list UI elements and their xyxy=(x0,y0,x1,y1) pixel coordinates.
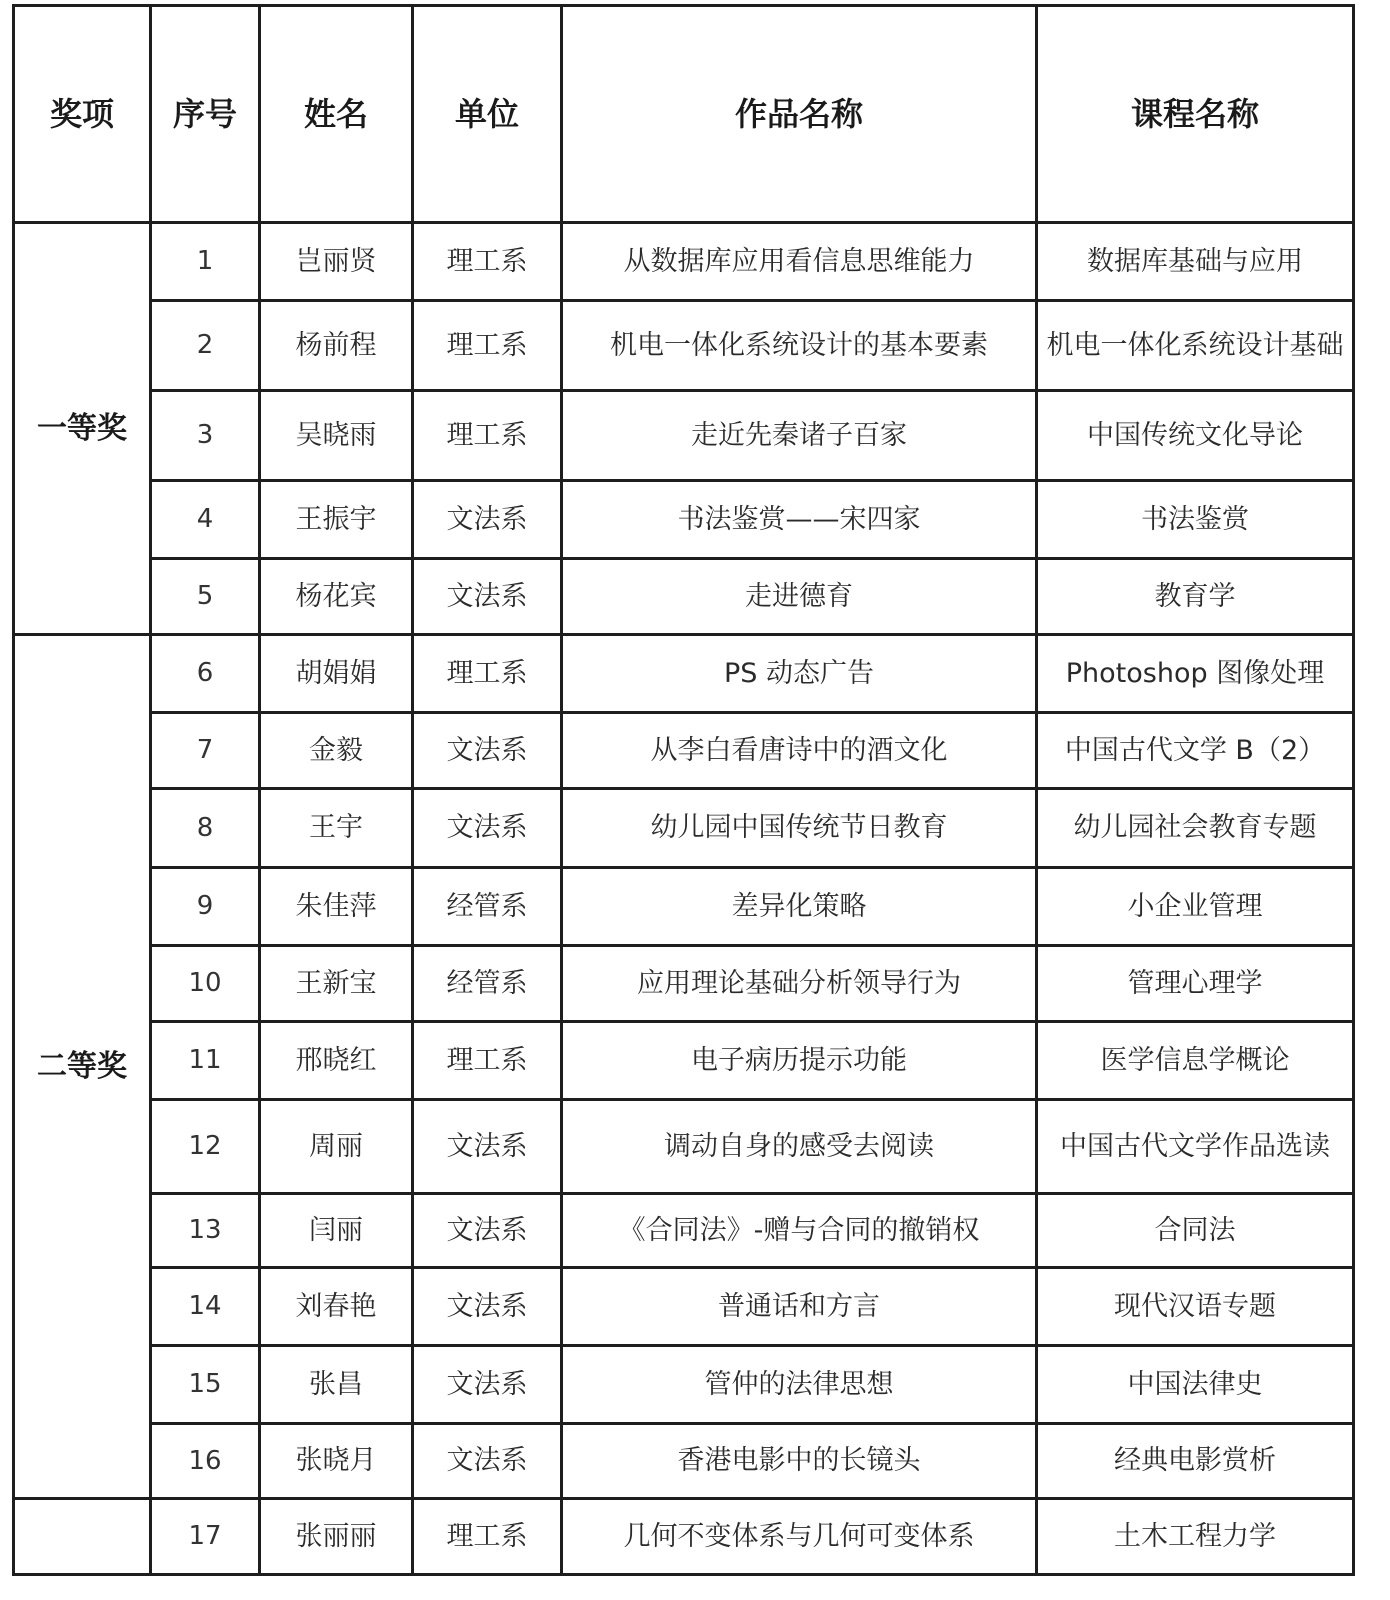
row-course: 土木工程力学 xyxy=(1037,1499,1354,1575)
table-row xyxy=(14,946,1354,1022)
row-name: 张昌 xyxy=(260,1346,413,1424)
table-row xyxy=(14,1022,1354,1100)
row-name: 周丽 xyxy=(260,1100,413,1194)
row-course: 幼儿园社会教育专题 xyxy=(1037,789,1354,868)
row-work: 从数据库应用看信息思维能力 xyxy=(562,223,1037,301)
header-course-title: 课程名称 xyxy=(1037,6,1354,223)
row-unit: 经管系 xyxy=(413,946,562,1022)
row-number: 17 xyxy=(151,1499,260,1575)
row-name: 杨前程 xyxy=(260,301,413,391)
row-course: 中国古代文学 B（2） xyxy=(1037,713,1354,789)
row-course: 经典电影赏析 xyxy=(1037,1424,1354,1499)
row-unit: 文法系 xyxy=(413,1424,562,1499)
header-award: 奖项 xyxy=(14,6,151,223)
table-row xyxy=(14,223,1354,301)
prize-first: 一等奖 xyxy=(14,223,151,635)
row-name: 王新宝 xyxy=(260,946,413,1022)
row-course: 中国法律史 xyxy=(1037,1346,1354,1424)
table-row xyxy=(14,1424,1354,1499)
table-row xyxy=(14,713,1354,789)
row-name: 王振宇 xyxy=(260,481,413,559)
row-number: 15 xyxy=(151,1346,260,1424)
row-name: 邢晓红 xyxy=(260,1022,413,1100)
row-number: 10 xyxy=(151,946,260,1022)
row-name: 金毅 xyxy=(260,713,413,789)
table-row xyxy=(14,301,1354,391)
row-name: 岂丽贤 xyxy=(260,223,413,301)
row-unit: 理工系 xyxy=(413,635,562,713)
table-row xyxy=(14,868,1354,946)
row-number: 13 xyxy=(151,1194,260,1268)
row-number: 9 xyxy=(151,868,260,946)
row-unit: 理工系 xyxy=(413,1022,562,1100)
row-work: 书法鉴赏——宋四家 xyxy=(562,481,1037,559)
row-number: 2 xyxy=(151,301,260,391)
row-unit: 文法系 xyxy=(413,1194,562,1268)
row-unit: 理工系 xyxy=(413,223,562,301)
row-unit: 文法系 xyxy=(413,559,562,635)
row-unit: 文法系 xyxy=(413,1346,562,1424)
row-work: 应用理论基础分析领导行为 xyxy=(562,946,1037,1022)
row-number: 11 xyxy=(151,1022,260,1100)
row-course: 教育学 xyxy=(1037,559,1354,635)
row-number: 3 xyxy=(151,391,260,481)
row-unit: 文法系 xyxy=(413,481,562,559)
row-number: 4 xyxy=(151,481,260,559)
row-course: 书法鉴赏 xyxy=(1037,481,1354,559)
row-work: 香港电影中的长镜头 xyxy=(562,1424,1037,1499)
row-name: 胡娟娟 xyxy=(260,635,413,713)
row-course: 管理心理学 xyxy=(1037,946,1354,1022)
row-number: 16 xyxy=(151,1424,260,1499)
row-unit: 理工系 xyxy=(413,391,562,481)
row-unit: 文法系 xyxy=(413,1100,562,1194)
row-course: Photoshop 图像处理 xyxy=(1037,635,1354,713)
row-name: 朱佳萍 xyxy=(260,868,413,946)
table-row xyxy=(14,391,1354,481)
row-work: 电子病历提示功能 xyxy=(562,1022,1037,1100)
table-row xyxy=(14,1346,1354,1424)
prize-second: 二等奖 xyxy=(14,635,151,1499)
table-row xyxy=(14,481,1354,559)
row-course: 数据库基础与应用 xyxy=(1037,223,1354,301)
row-work: 管仲的法律思想 xyxy=(562,1346,1037,1424)
row-course: 医学信息学概论 xyxy=(1037,1022,1354,1100)
row-course: 中国古代文学作品选读 xyxy=(1037,1100,1354,1194)
row-name: 刘春艳 xyxy=(260,1268,413,1346)
header-number: 序号 xyxy=(151,6,260,223)
table-row xyxy=(14,1499,1354,1575)
row-work: 幼儿园中国传统节日教育 xyxy=(562,789,1037,868)
row-number: 6 xyxy=(151,635,260,713)
table-row xyxy=(14,635,1354,713)
table-row xyxy=(14,789,1354,868)
row-unit: 文法系 xyxy=(413,1268,562,1346)
row-work: PS 动态广告 xyxy=(562,635,1037,713)
header-work-title: 作品名称 xyxy=(562,6,1037,223)
header-row xyxy=(14,6,1354,223)
row-work: 走近先秦诸子百家 xyxy=(562,391,1037,481)
row-work: 《合同法》-赠与合同的撤销权 xyxy=(562,1194,1037,1268)
row-number: 5 xyxy=(151,559,260,635)
header-name: 姓名 xyxy=(260,6,413,223)
row-unit: 文法系 xyxy=(413,789,562,868)
row-course: 现代汉语专题 xyxy=(1037,1268,1354,1346)
row-unit: 文法系 xyxy=(413,713,562,789)
row-number: 14 xyxy=(151,1268,260,1346)
row-work: 差异化策略 xyxy=(562,868,1037,946)
row-number: 7 xyxy=(151,713,260,789)
prize-third xyxy=(14,1499,151,1575)
row-name: 张丽丽 xyxy=(260,1499,413,1575)
row-name: 张晓月 xyxy=(260,1424,413,1499)
row-work: 走进德育 xyxy=(562,559,1037,635)
row-name: 杨花宾 xyxy=(260,559,413,635)
row-unit: 经管系 xyxy=(413,868,562,946)
table-row xyxy=(14,1268,1354,1346)
row-course: 合同法 xyxy=(1037,1194,1354,1268)
row-unit: 理工系 xyxy=(413,301,562,391)
row-number: 12 xyxy=(151,1100,260,1194)
row-work: 机电一体化系统设计的基本要素 xyxy=(562,301,1037,391)
row-unit: 理工系 xyxy=(413,1499,562,1575)
row-work: 调动自身的感受去阅读 xyxy=(562,1100,1037,1194)
header-unit: 单位 xyxy=(413,6,562,223)
row-name: 王宇 xyxy=(260,789,413,868)
table-row xyxy=(14,1194,1354,1268)
row-work: 几何不变体系与几何可变体系 xyxy=(562,1499,1037,1575)
row-work: 从李白看唐诗中的酒文化 xyxy=(562,713,1037,789)
row-work: 普通话和方言 xyxy=(562,1268,1037,1346)
table-row xyxy=(14,559,1354,635)
row-number: 1 xyxy=(151,223,260,301)
table-row xyxy=(14,1100,1354,1194)
row-name: 吴晓雨 xyxy=(260,391,413,481)
row-course: 机电一体化系统设计基础 xyxy=(1037,301,1354,391)
row-course: 中国传统文化导论 xyxy=(1037,391,1354,481)
row-number: 8 xyxy=(151,789,260,868)
awards-table xyxy=(12,4,1355,1576)
row-course: 小企业管理 xyxy=(1037,868,1354,946)
row-name: 闫丽 xyxy=(260,1194,413,1268)
